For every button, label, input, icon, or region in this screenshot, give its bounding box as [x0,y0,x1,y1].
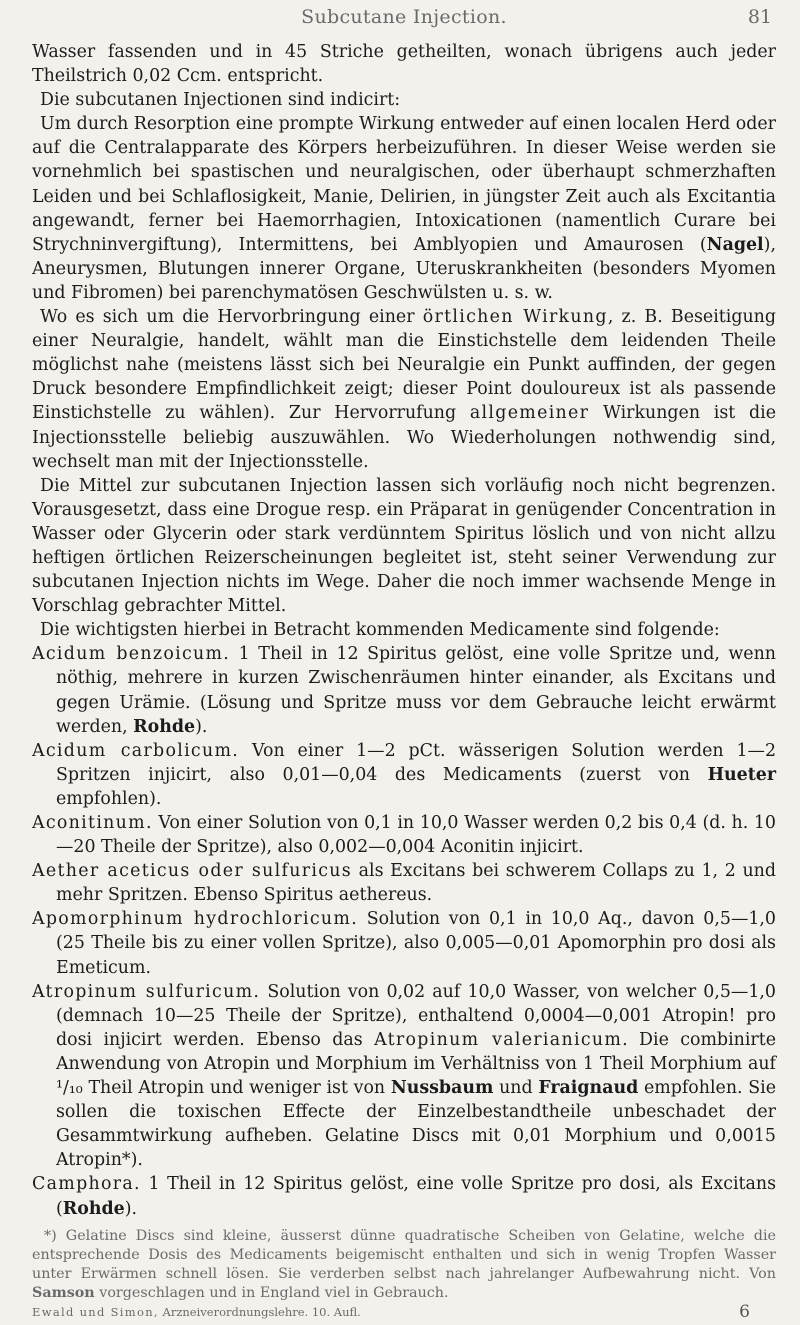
drug-name: Camphora. [32,1174,141,1195]
drug-entry: Atropinum sulfuricum. Solution von 0,02 auf 10,0 Wasser, von welcher 0,5—1,0 (demnach 10—25 Theile der Spritze), enthaltend 0,0004—0,001 Atropin! pro dosi injicirt werden. Ebenso das Atropinum valerianicum. Die combinirte Anwendung von Atropin und Morphium im Verhältniss von 1 Theil Morphium auf ¹/₁₀ Theil Atropin und weniger ist von Nussbaum und Fraignaud empfohlen. Sie sollen die toxischen Effecte der Einzelbestandtheile unbeschadet der Gesammtwirkung aufheben. Gelatine Discs mit 0,01 Morphium und 0,0015 Atropin*). [32,981,776,1171]
paragraph: Die wichtigsten hierbei in Betracht kommenden Medicamente sind folgende: [40,620,720,641]
author-name: Rohde [133,716,196,737]
drug-name: Atropinum valerianicum [374,1029,623,1050]
footnote: *) Gelatine Discs sind kleine, äusserst dünne quadratische Scheiben von Gelatine, welche die entsprechende Dosis des Medicaments beigemischt enthalten und sich in wenig Tropfen Wasser unter Erwärmen schnell lösen. Sie verderben selbst nach jahrelanger Aufbewahrung nicht. Von Samson vorgeschlagen und in England viel in Gebrauch. [32,1227,776,1301]
paragraph: Um durch Resorption eine prompte Wirkung entweder auf einen localen Herd oder auf die Centralapparate des Körpers herbeizuführen. In dieser Weise werden sie vornehmlich bei spastischen und neuralgischen, oder überhaupt schmerzhaften Leiden und bei Schlaflosigkeit, Manie, Delirien, in jüngster Zeit auch als Excitantia angewandt, ferner bei Haemorrhagien, Intoxicationen (namentlich Curare bei Strychninvergiftung), Intermittens, bei Amblyopien und Amaurosen (Nagel), Aneurysmen, Blutungen innerer Organe, Uteruskrankheiten (besonders Myomen und Fibromen) bei parenchymatösen Geschwülsten u. s. w. [32,114,776,303]
main-text [32,40,776,1221]
paragraph: Wo es sich um die Hervorbringung einer örtlichen Wirkung, z. B. Beseitigung einer Neuralgie, handelt, wählt man die Einstichstelle dem leidenden Theile möglichst nahe (meistens lässt sich bei Neuralgie ein Punkt auffinden, der gegen Druck besondere Empfindlichkeit zeigt; dieser Point douloureux ist als passende Einstichstelle zu wählen). Zur Hervorrufung allgemeiner Wirkungen ist die Injectionsstelle beliebig auszuwählen. Wo Wiederholungen nothwendig sind, wechselt man mit der Injectionsstelle. [32,307,776,472]
drug-entry: Camphora. 1 Theil in 12 Spiritus gelöst, eine volle Spritze pro dosi, als Excitans (Rohde). [32,1174,776,1219]
paragraph: Die Mittel zur subcutanen Injection lassen sich vorläufig noch nicht begrenzen. Vorausgesetzt, dass eine Drogue resp. ein Präparat in genügender Concentration in Wasser oder Glycerin oder stark verdünntem Spiritus löslich und von nicht allzu heftigen örtlichen Reizerscheinungen begleitet ist, steht seiner Verwendung zur subcutanen Injection nichts im Wege. Daher die noch immer wachsende Menge in Vorschlag gebrachter Mittel. [32,475,776,617]
paragraph: Wasser fassenden und in 45 Striche getheilten, wonach übrigens auch jeder Theilstrich 0,02 Ccm. entspricht. [32,42,776,87]
imprint-line [32,1301,776,1325]
paragraph: Die subcutanen Injectionen sind indicirt: [40,90,401,111]
drug-entry: Acidum benzoicum. 1 Theil in 12 Spiritus gelöst, eine volle Spritze und, wenn nöthig, mehrere in kurzen Zwischenräumen hinter einander, als Excitans und gegen Urämie. (Lösung und Spritze muss vor dem Gebrauche leicht erwärmt werden, Rohde). [32,644,776,737]
author-name: Nagel [706,234,764,255]
page-header [32,0,776,40]
author-name: Nussbaum [390,1078,494,1099]
drug-entry: Apomorphinum hydrochloricum. Solution von 0,1 in 10,0 Aq., davon 0,5—1,0 (25 Theile bis zu einer vollen Spritze), also 0,005—0,01 Apomorphin pro dosi als Emeticum. [32,909,776,978]
drug-name: Acidum benzoicum. [32,644,231,665]
running-title: Subcutane Injection. [301,6,507,28]
drug-name: Apomorphinum hydrochloricum. [32,909,359,930]
drug-entry: Aether aceticus oder sulfuricus als Excitans bei schwerem Collaps zu 1, 2 und mehr Spritzen. Ebenso Spiritus aethereus. [32,861,776,906]
author-name: Rohde [62,1198,125,1219]
author-name: Hueter [707,764,776,785]
signature-mark: 6 [739,1301,750,1322]
emphasis: örtlichen Wirkung [422,307,608,328]
book-page [32,0,776,1325]
drug-name: Aconitinum. [32,813,153,833]
emphasis: allgemeiner [469,403,590,424]
author-name: Fraignaud [538,1078,639,1099]
drug-name: Acidum carbolicum. [32,740,240,761]
imprint-authors: Ewald und Simon, [32,1304,159,1319]
drug-entry: Aconitinum. Von einer Solution von 0,1 in 10,0 Wasser werden 0,2 bis 0,4 (d. h. 10—20 Theile der Spritze), also 0,002—0,004 Aconitin injicirt. [32,813,776,858]
drug-entry: Acidum carbolicum. Von einer 1—2 pCt. wässerigen Solution werden 1—2 Spritzen injicirt, also 0,01—0,04 des Medicaments (zuerst von Hueter empfohlen). [32,740,777,809]
drug-name: Atropinum sulfuricum. [32,981,261,1002]
page-number: 81 [747,6,772,28]
drug-name: Aether aceticus oder sulfuricus [32,861,352,882]
imprint-title: Arzneiverordnungslehre. 10. Aufl. [158,1304,361,1319]
author-name: Samson [32,1284,95,1301]
